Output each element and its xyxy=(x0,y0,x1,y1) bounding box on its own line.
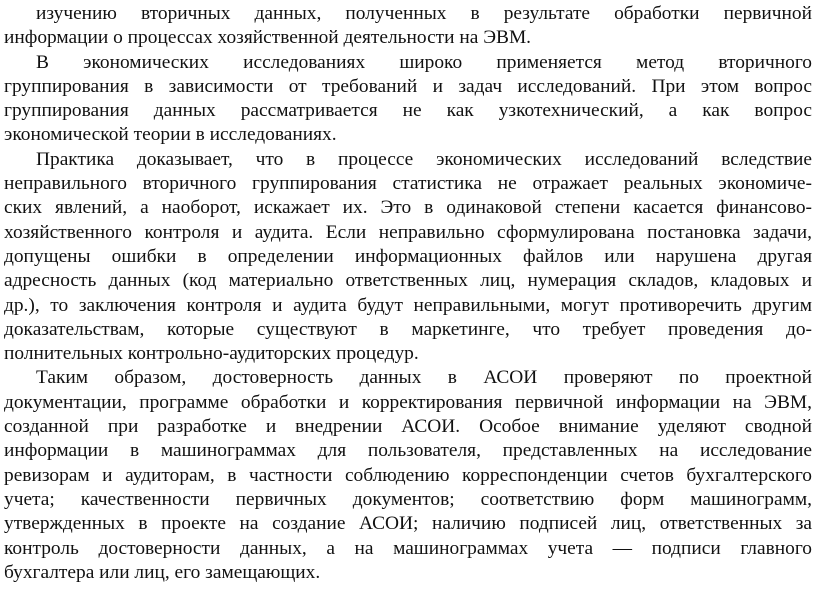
text-line: полнительных контрольно-аудиторских процедур. xyxy=(4,343,419,365)
text-line: созданной при разработке и внедрении АСОИ. Особое внимание уделяют сводной xyxy=(4,416,812,438)
text-line: адресность данных (код материально ответственных лиц, нумерация складов, кладовых и xyxy=(4,270,812,292)
text-line: др.), то заключения контроля и аудита будут неправильными, могут противоречить другим xyxy=(4,294,812,316)
text-line: допущены ошибки в определении информационных файлов или нарушена другая xyxy=(4,245,812,267)
text-line: контроль достоверности данных, а на машинограммах учета — подписи главного xyxy=(4,537,812,559)
text-line: В экономических исследованиях широко применяется метод вторичного xyxy=(36,51,812,73)
text-line: хозяйственного контроля и аудита. Если неправильно сформулирована постановка задачи, xyxy=(4,221,812,243)
text-line: неправильного вторичного группирования статистика не отражает реальных экономиче- xyxy=(4,173,812,195)
document-text-body xyxy=(4,2,812,585)
text-line: бухгалтера или лиц, его замещающих. xyxy=(4,561,321,583)
text-line: группирования данных рассматривается не как узкотехнический, а как вопрос xyxy=(4,100,812,122)
text-line: утвержденных в проекте на создание АСОИ; наличию подписей лиц, ответственных за xyxy=(4,513,812,535)
text-line: ревизорам и аудиторам, в частности соблюдению корреспонденции счетов бухгалтерского xyxy=(4,464,812,486)
text-line: информации о процессах хозяйственной деятельности на ЭВМ. xyxy=(4,27,532,49)
text-line: доказательствам, которые существуют в маркетинге, что требует проведения до- xyxy=(4,318,812,340)
text-line: Таким образом, достоверность данных в АСОИ проверяют по проектной xyxy=(36,367,812,389)
text-line: группирования в зависимости от требований и задач исследований. При этом вопрос xyxy=(4,75,812,97)
text-line: ских явлений, а наоборот, искажает их. Это в одинаковой степени касается финансово- xyxy=(4,197,812,219)
text-line: информации в машинограммах для пользователя, представленных на исследование xyxy=(4,440,812,462)
text-line: экономической теории в исследованиях. xyxy=(4,124,337,146)
text-line: изучению вторичных данных, полученных в результате обработки первичной xyxy=(36,3,812,24)
text-line: Практика доказывает, что в процессе экономических исследований вследствие xyxy=(36,148,812,170)
text-line: документации, программе обработки и корректирования первичной информации на ЭВМ, xyxy=(4,391,812,413)
text-line: учета; качественности первичных документов; соответствию форм машинограмм, xyxy=(4,488,812,510)
